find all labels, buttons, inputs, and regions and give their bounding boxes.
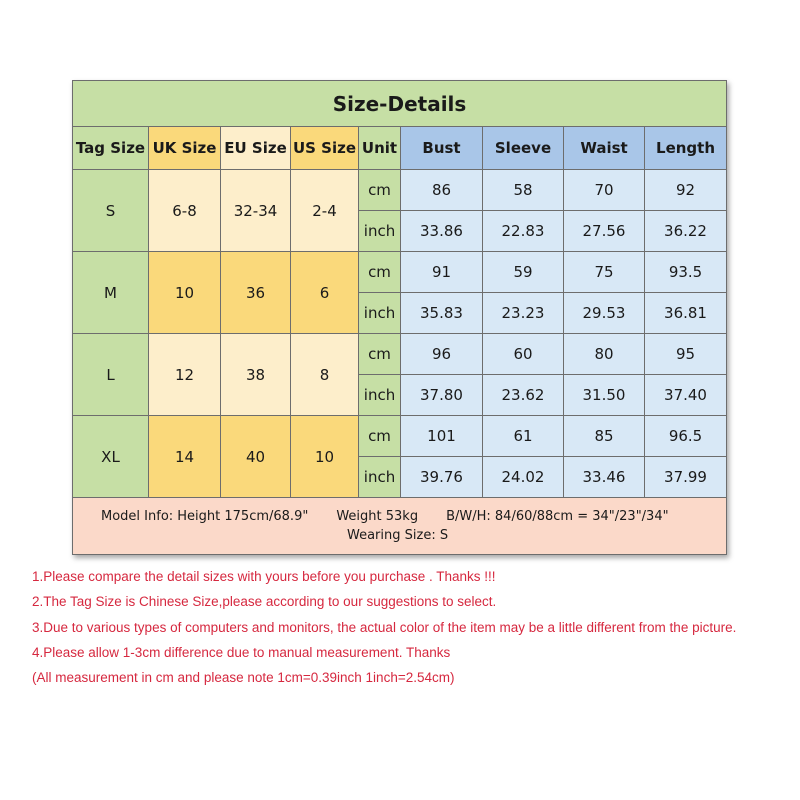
table-row-xl-cm <box>73 416 727 457</box>
table-row-s-cm <box>73 170 727 211</box>
sleeve-cell: 24.02 <box>483 457 564 498</box>
unit-cell: cm <box>359 416 401 457</box>
header-bust: Bust <box>401 127 483 170</box>
tag-size-cell: L <box>73 334 149 416</box>
bust-cell: 91 <box>401 252 483 293</box>
length-cell: 36.22 <box>645 211 727 252</box>
length-cell: 37.40 <box>645 375 727 416</box>
model-weight: Weight 53kg <box>336 509 419 524</box>
note-compare: 1.Please compare the detail sizes with yours before you purchase . Thanks !!! <box>32 569 496 584</box>
uk-size-cell: 12 <box>149 334 221 416</box>
us-size-cell: 6 <box>291 252 359 334</box>
sleeve-cell: 59 <box>483 252 564 293</box>
header-us-size: US Size <box>291 127 359 170</box>
model-info <box>73 498 727 555</box>
header-sleeve: Sleeve <box>483 127 564 170</box>
uk-size-cell: 6-8 <box>149 170 221 252</box>
unit-cell: cm <box>359 170 401 211</box>
length-cell: 37.99 <box>645 457 727 498</box>
note-tag-size: 2.The Tag Size is Chinese Size,please according to our suggestions to select. <box>32 594 497 610</box>
model-wearing-size: Wearing Size: S <box>347 528 449 543</box>
tag-size-cell: XL <box>73 416 149 498</box>
unit-cell: inch <box>359 375 401 416</box>
bust-cell: 35.83 <box>401 293 483 334</box>
length-cell: 93.5 <box>645 252 727 293</box>
sleeve-cell: 23.23 <box>483 293 564 334</box>
note-conversion: (All measurement in cm and please note 1cm=0.39inch 1inch=2.54cm) <box>32 670 455 686</box>
us-size-cell: 2-4 <box>291 170 359 252</box>
unit-cell: cm <box>359 334 401 375</box>
eu-size-cell: 32-34 <box>221 170 291 252</box>
bust-cell: 39.76 <box>401 457 483 498</box>
header-unit: Unit <box>359 127 401 170</box>
waist-cell: 31.50 <box>564 375 645 416</box>
header-uk-size: UK Size <box>149 127 221 170</box>
sleeve-cell: 60 <box>483 334 564 375</box>
waist-cell: 80 <box>564 334 645 375</box>
model-bwh: B/W/H: 84/60/88cm = 34"/23"/34" <box>446 509 669 524</box>
unit-cell: inch <box>359 457 401 498</box>
note-difference: 4.Please allow 1-3cm difference due to manual measurement. Thanks <box>32 644 451 660</box>
header-tag-size: Tag Size <box>73 127 149 170</box>
waist-cell: 70 <box>564 170 645 211</box>
waist-cell: 85 <box>564 416 645 457</box>
eu-size-cell: 36 <box>221 252 291 334</box>
length-cell: 36.81 <box>645 293 727 334</box>
bust-cell: 96 <box>401 334 483 375</box>
us-size-cell: 10 <box>291 416 359 498</box>
header-length: Length <box>645 127 727 170</box>
length-cell: 95 <box>645 334 727 375</box>
size-notes <box>32 564 798 690</box>
unit-cell: inch <box>359 293 401 334</box>
header-eu-size: EU Size <box>221 127 291 170</box>
model-height: Model Info: Height 175cm/68.9" <box>101 509 309 524</box>
table-title: Size-Details <box>73 81 727 127</box>
table-row-l-cm <box>73 334 727 375</box>
waist-cell: 29.53 <box>564 293 645 334</box>
tag-size-cell: M <box>73 252 149 334</box>
eu-size-cell: 38 <box>221 334 291 416</box>
bust-cell: 37.80 <box>401 375 483 416</box>
length-cell: 96.5 <box>645 416 727 457</box>
eu-size-cell: 40 <box>221 416 291 498</box>
bust-cell: 101 <box>401 416 483 457</box>
sleeve-cell: 23.62 <box>483 375 564 416</box>
bust-cell: 86 <box>401 170 483 211</box>
unit-cell: inch <box>359 211 401 252</box>
waist-cell: 33.46 <box>564 457 645 498</box>
waist-cell: 75 <box>564 252 645 293</box>
uk-size-cell: 10 <box>149 252 221 334</box>
tag-size-cell: S <box>73 170 149 252</box>
us-size-cell: 8 <box>291 334 359 416</box>
sleeve-cell: 61 <box>483 416 564 457</box>
uk-size-cell: 14 <box>149 416 221 498</box>
length-cell: 92 <box>645 170 727 211</box>
bust-cell: 33.86 <box>401 211 483 252</box>
size-details-table <box>72 80 727 555</box>
note-color: 3.Due to various types of computers and monitors, the actual color of the item may be a little different from the picture. <box>32 619 737 635</box>
sleeve-cell: 22.83 <box>483 211 564 252</box>
sleeve-cell: 58 <box>483 170 564 211</box>
table-row-m-cm <box>73 252 727 293</box>
header-waist: Waist <box>564 127 645 170</box>
waist-cell: 27.56 <box>564 211 645 252</box>
unit-cell: cm <box>359 252 401 293</box>
